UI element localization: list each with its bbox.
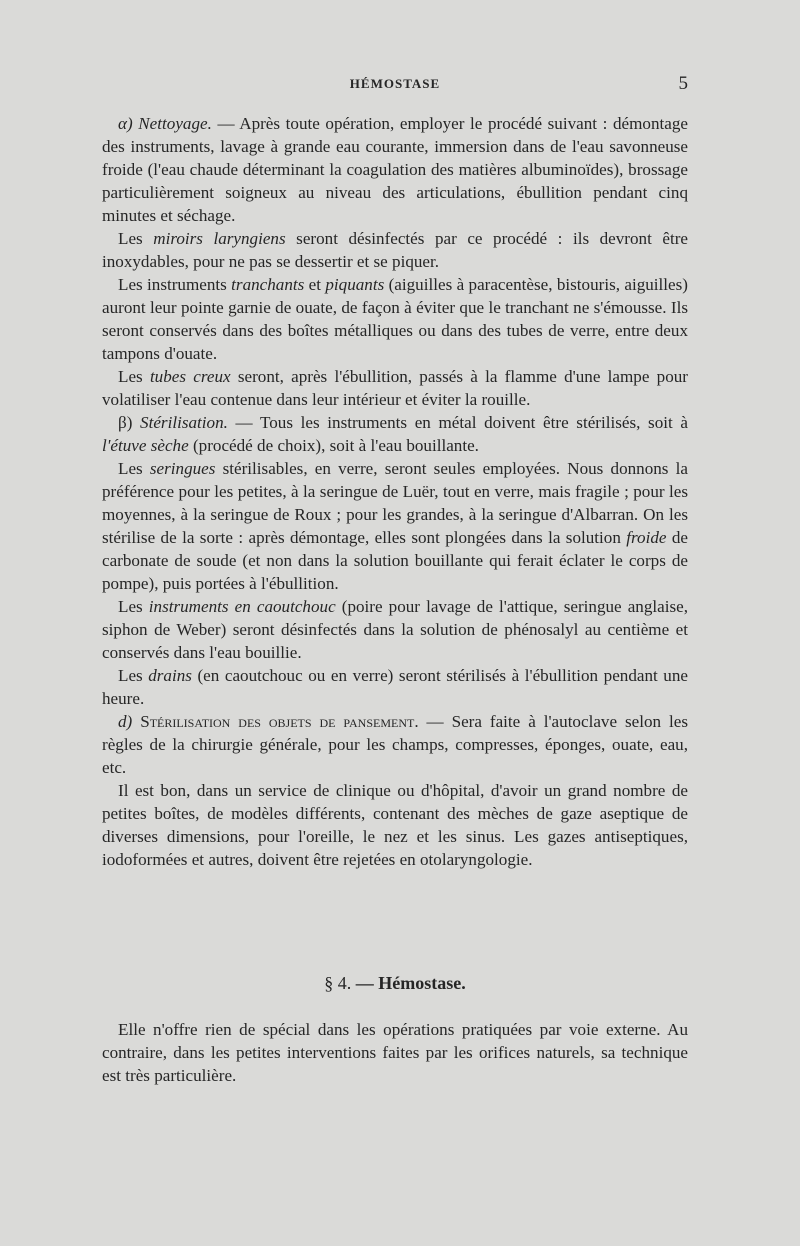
paragraph-sterilisation: [102, 411, 688, 457]
page-header: [102, 73, 688, 98]
paragraph-miroirs: [102, 227, 688, 273]
body-text: [102, 112, 688, 871]
text-run: Les: [118, 459, 150, 478]
emphasis: piquants: [325, 275, 385, 294]
paragraph-caoutchouc: [102, 595, 688, 664]
section-number: § 4.: [324, 973, 352, 993]
emphasis: tranchants: [231, 275, 305, 294]
paragraph-text: — Après toute opération, employer le procédé suivant : démontage des instruments, lavage à grande eau courante, immersion dans de l'eau savonneuse froide (l'eau chaude déterminant la coagulation des matières albuminoïdes), brossage particulièrement soigneux au niveau des articulations, ébullition pendant cinq minutes et séchage.: [102, 114, 688, 225]
text-run: seront, après l'ébullition, passés à la flamme d'une lampe pour volatiliser l'eau contenue dans leur intérieur et éviter la rouille.: [102, 367, 688, 409]
emphasis: seringues: [149, 459, 216, 478]
paragraph-marker: α): [118, 114, 133, 133]
text-run: et: [304, 275, 326, 294]
paragraph-title: Stérilisation des objets de pansement.: [140, 712, 419, 731]
text-run: Les: [118, 367, 150, 386]
text-run: Les: [118, 666, 149, 685]
text-run: de carbonate de soude (et non dans la solution bouillante qui ferait éclater le corps de pompe), puis portées à l'ébullition.: [102, 528, 688, 593]
emphasis: drains: [148, 666, 192, 685]
text-run: Les: [118, 229, 154, 248]
text-run: Il est bon, dans un service de clinique ou d'hôpital, d'avoir un grand nombre de petites boîtes, de modèles différents, contenant des mèches de gaze aseptique de diverses dimensions, pour l'oreille, le nez et les sinus. Les gazes antiseptiques, iodoformées et autres, doivent être rejetées en otolaryngologie.: [102, 781, 688, 869]
running-title: HÉMOSTASE: [349, 76, 441, 91]
paragraph-seringues: [102, 457, 688, 595]
text-run: Les: [118, 597, 149, 616]
emphasis: froide: [626, 528, 667, 547]
text-run: — Tous les instruments en métal doivent être stérilisés, soit à: [227, 413, 688, 432]
section-heading: [102, 973, 688, 994]
text-run: (en caoutchouc ou en verre) seront stérilisés à l'ébullition pendant une heure.: [102, 666, 688, 708]
paragraph-marker: β): [118, 413, 133, 432]
emphasis: instruments en caoutchouc: [148, 597, 336, 616]
text-run: Elle n'offre rien de spécial dans les opérations pratiquées par voie externe. Au contraire, dans les petites interventions faites par les orifices naturels, sa technique est très particulière.: [102, 1020, 688, 1085]
paragraph-nettoyage: [102, 112, 688, 227]
page-number: 5: [678, 73, 688, 94]
paragraph-title: Nettoyage.: [138, 114, 212, 133]
paragraph-title: Stérilisation.: [140, 413, 228, 432]
paragraph-tubes: [102, 365, 688, 411]
paragraph-boites: [102, 779, 688, 871]
paragraph-hemostase: [102, 1018, 688, 1087]
emphasis: miroirs laryngiens: [153, 229, 286, 248]
text-run: — Sera faite à l'autoclave selon les règles de la chirurgie générale, pour les champs, compresses, éponges, ouate, eau, etc.: [102, 712, 688, 777]
section-title: Hémostase.: [378, 973, 466, 993]
closing-text: [102, 1018, 688, 1087]
text-run: stérilisables, en verre, seront seules employées. Nous donnons la préférence pour les petites, à la seringue de Luër, tout en verre, mais fragile ; pour les moyennes, à la seringue de Roux ; pour les grandes, à la seringue d'Albarran. On les stérilise de la sorte : après démontage, elles sont plongées dans la solution: [102, 459, 688, 547]
paragraph-drains: [102, 664, 688, 710]
paragraph-pansement: [102, 710, 688, 779]
emphasis: l'étuve sèche: [102, 436, 189, 455]
paragraph-marker: d): [118, 712, 133, 731]
text-run: (poire pour lavage de l'attique, seringue anglaise, siphon de Weber) seront désinfectés dans la solution de phénosalyl au centième et conservés dans l'eau bouillie.: [102, 597, 688, 662]
emphasis: tubes creux: [149, 367, 231, 386]
text-run: Les instruments: [118, 275, 232, 294]
text-run: (procédé de choix), soit à l'eau bouillante.: [188, 436, 479, 455]
text-run: (aiguilles à paracentèse, bistouris, aiguilles) auront leur pointe garnie de ouate, de façon à éviter que le tranchant ne s'émousse. Ils seront conservés dans des boîtes métalliques ou dans des tubes de verre, entre deux tampons d'ouate.: [102, 275, 688, 363]
text-run: seront désinfectés par ce procédé : ils devront être inoxydables, pour ne pas se dessertir et se piquer.: [102, 229, 688, 271]
section-dash: —: [351, 973, 379, 993]
paragraph-instruments: [102, 273, 688, 365]
